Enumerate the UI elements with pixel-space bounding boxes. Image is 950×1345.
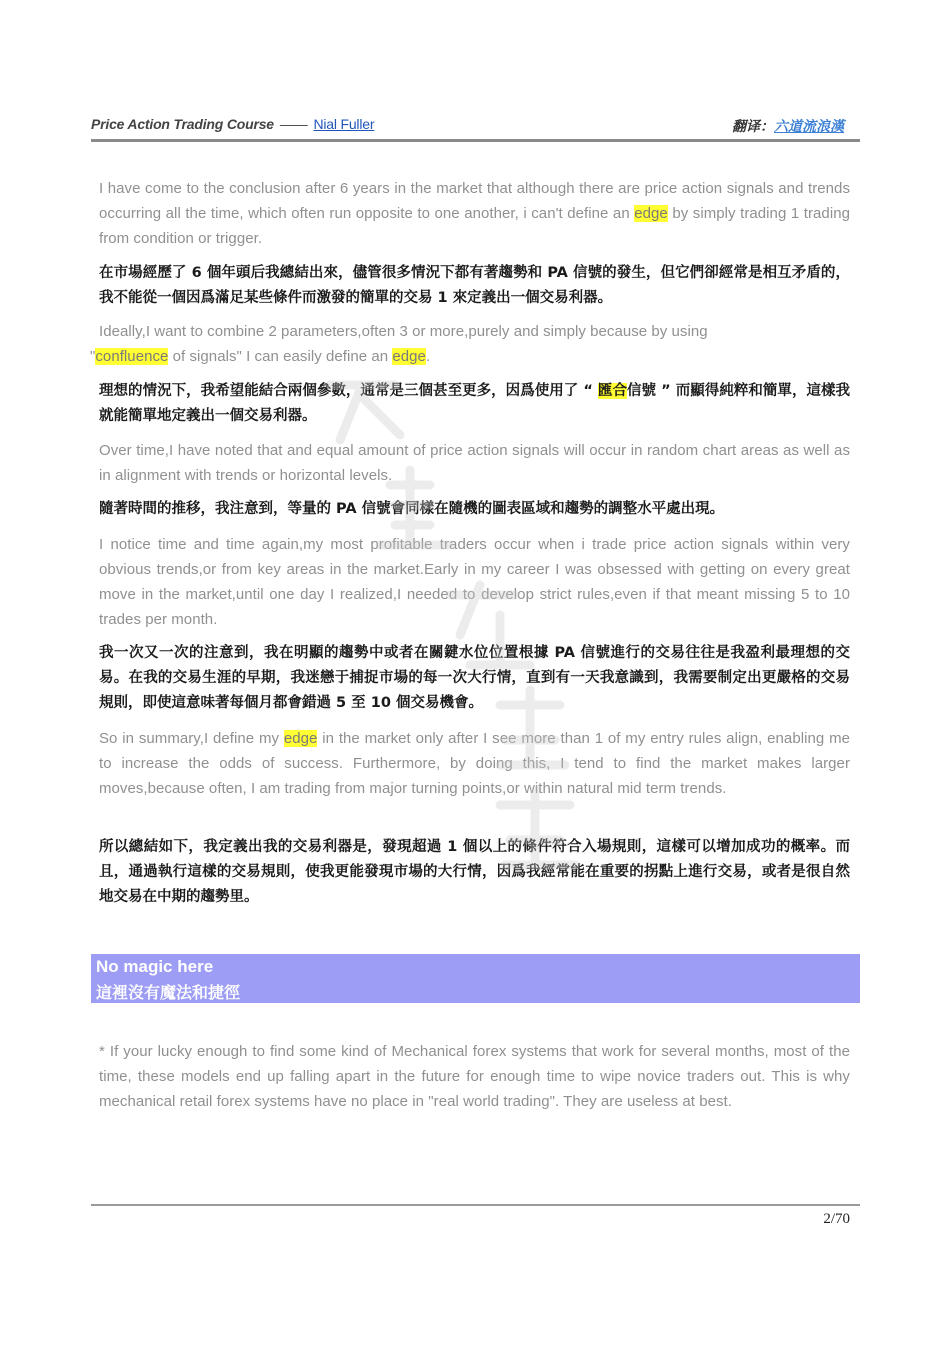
paragraph-zh-3: 隨著時間的推移，我注意到，等量的 PA 信號會同樣在隨機的圖表區域和趨勢的調整水平處出現。 (99, 501, 725, 517)
paragraph-zh-1: 在市場經歷了 6 個年頭后我總結出來，儘管很多情況下都有著趨勢和 PA 信號的發生，但它們卻經常是相互矛盾的，我不能從一個因爲滿足某些條件而激發的簡單的交易 1 來定義出一個交易利器。 (99, 265, 850, 306)
quote-mark: " (90, 348, 96, 365)
highlight-edge: edge (634, 205, 668, 222)
text-span: by simply trading 1 trading from condition or trigger. (99, 205, 850, 247)
paragraph-en-5 (99, 726, 850, 801)
header-translator (732, 116, 844, 136)
text-span: So in summary,I define my (99, 730, 284, 747)
paragraph-en-3: Over time,I have noted that and equal amount of price action signals will occur in random chart areas as well as in alignment with trends or horizontal levels. (99, 442, 850, 484)
text-span: Ideally,I want to combine 2 parameters,often 3 or more,purely and simply because by using (99, 323, 708, 340)
footer-divider (91, 1204, 860, 1206)
text-span: . (425, 348, 431, 365)
text-span: 信號 ” 而顯得純粹和簡單，這樣我就能簡單地定義出一個交易利器。 (99, 383, 851, 424)
header-divider (91, 139, 860, 142)
highlight-edge: edge (283, 730, 318, 747)
header-course-title (91, 116, 374, 132)
paragraph-en-1 (99, 176, 850, 251)
author-link[interactable]: Nial Fuller (313, 116, 375, 132)
page-number: 2/70 (823, 1211, 850, 1227)
text-span: 理想的情況下，我希望能結合兩個參數，通常是三個甚至更多，因爲使用了 “ (99, 383, 598, 399)
highlight-confluence-zh: 匯合 (597, 383, 628, 399)
text-span: I have come to the conclusion after 6 years in the market that although there are price action signals and trends occurring all the time, which often run opposite to one another, i can't define an (99, 180, 850, 222)
translator-link[interactable]: 六道流浪漢 (774, 118, 844, 134)
course-title-text: Price Action Trading Course (91, 116, 274, 132)
paragraph-en-4: I notice time and time again,my most profitable traders occur when i trade price action signals within very obvious trends,or from key areas in the market.Early in my career I was obsessed with getting on every great move in the market,until one day I realized,I needed to develop strict rules,even if that meant missing 5 to 10 trades per month. (99, 536, 850, 628)
highlight-confluence: confluence (95, 348, 169, 365)
highlight-edge: edge (392, 348, 426, 365)
paragraph-zh-2 (99, 379, 850, 429)
header-dash: —— (279, 116, 308, 132)
text-span: of signals" I can easily define an (168, 348, 393, 365)
text-span: in the market only after I see more than 1 of my entry rules align, enabling me to increase the odds of success. Furthermore, by doing this, I tend to find the market makes larger moves,because often, I am trading from major turning points,or within natural mid term trends. (99, 730, 851, 797)
paragraph-zh-4: 我一次又一次的注意到，我在明顯的趨勢中或者在關鍵水位位置根據 PA 信號進行的交易往往是我盈利最理想的交易。在我的交易生涯的早期，我迷戀于捕捉市場的每一次大行情，直到有一天我意識到，我需要制定出更嚴格的交易規則，即使這意味著每個月都會錯過 5 至 10 個交易機會。 (99, 645, 850, 711)
section-heading-bar (91, 954, 860, 1003)
section-title-en: No magic here (96, 957, 214, 976)
page-header (91, 116, 860, 138)
paragraph-en-6: * If your lucky enough to find some kind of Mechanical forex systems that work for several months, most of the time, these models end up falling apart in the future for enough time to wipe novice traders out. This is why mechanical retail forex systems have no place in "real world trading". They are useless at best. (99, 1043, 850, 1110)
translator-label: 翻译： (732, 118, 774, 134)
section-title-zh: 這裡沒有魔法和捷徑 (96, 983, 241, 1002)
paragraph-zh-5: 所以總結如下，我定義出我的交易利器是，發現超過 1 個以上的條件符合入場規則，這樣可以增加成功的概率。而且，通過執行這樣的交易規則，使我更能發現市場的大行情，因爲我經常能在重要的拐點上進行交易，或者是很自然地交易在中期的趨勢里。 (99, 839, 850, 905)
paragraph-en-2 (90, 319, 708, 369)
